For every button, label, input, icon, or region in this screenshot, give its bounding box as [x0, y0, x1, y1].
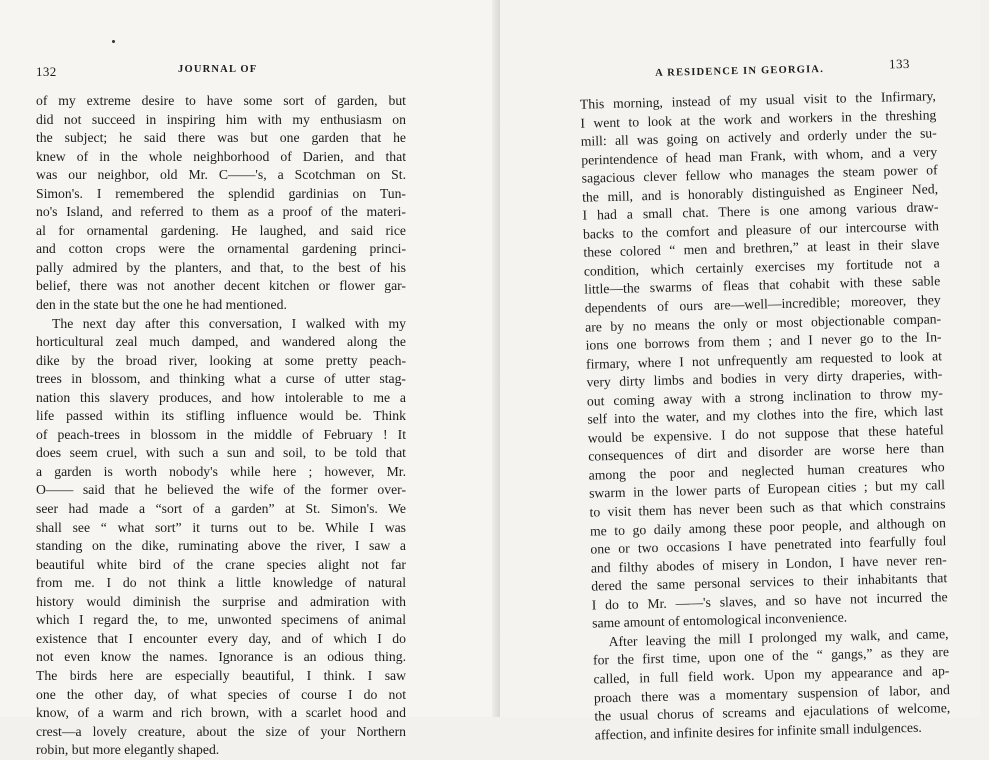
text-line: This morning, instead of my usual visit to the Infirmary,	[579, 88, 937, 112]
text-line: standing on the dike, ruminating above the river, I saw a	[36, 538, 406, 554]
text-line: little—the swarms of fleas that cohabit with these sable	[584, 273, 941, 298]
text-line: and filthy abodes of misery in London, I have never ren-	[590, 551, 947, 576]
text-line: for the first time, upon one of the “ gangs,” as they are	[592, 644, 950, 668]
text-line: den in the state but the one he had mentioned.	[36, 297, 287, 313]
text-line: swarm in the lower parts of European cities ; but my call	[588, 477, 946, 502]
text-line: proach there was a momentary suspension of labor, and	[593, 681, 950, 706]
text-line: pally admired by the planters, and that, to the best of his	[36, 259, 406, 275]
text-line: ions one borrows from them ; and I never go to the In-	[585, 329, 942, 353]
text-line: horticultural zeal much damped, and wandered along the	[36, 334, 406, 350]
text-line: backs to the comfort and pleasure of our intercourse with	[582, 218, 940, 242]
text-line: same amount of entomological inconvenience.	[591, 609, 848, 631]
text-line: nation this slavery produces, and how intolerable to me a	[36, 389, 406, 405]
text-line: of my extreme desire to have some sort of garden, but	[36, 93, 406, 108]
running-head: A RESIDENCE IN GEORGIA.	[655, 63, 825, 79]
text-line: no's Island, and referred to them as a proof of the materi-	[36, 204, 406, 220]
text-line: beautiful white bird of the crane species alight not far	[36, 556, 406, 572]
text-line: sagacious clever fellow who manages the steam power of	[581, 162, 938, 186]
text-line: and cotton crops were the ornamental gardening princi-	[36, 241, 406, 257]
text-line: was our neighbor, old Mr. C——'s, a Scotchman on St.	[36, 167, 406, 183]
text-line: the subject; he said there was but one garden that he	[36, 130, 406, 146]
text-line: not even know the names. Ignorance is an odious thing.	[36, 649, 406, 665]
text-line: al for ornamental gardening. He laughed, and said rice	[36, 222, 406, 238]
text-line: trees in blossom, and thinking what a curse of utter stag-	[36, 371, 406, 387]
page-number: 133	[888, 55, 910, 72]
text-line: one or two occasions I have penetrated into fearfully foul	[590, 533, 947, 557]
text-line: shall see “ what sort” it turns out to be. While I was	[36, 519, 406, 535]
text-line: firmary, where I not unfrequently am requested to look at	[585, 347, 943, 372]
text-line: mill: all was going on actively and orderly under the su-	[580, 125, 937, 149]
text-line: to visit them has never been such as that which constrains	[589, 496, 946, 520]
text-line: out coming away with a strong inclination to throw my-	[586, 384, 943, 409]
text-line: The next day after this conversation, I walked with my	[52, 315, 406, 331]
text-line: these colored “ men and brethren,” at least in their slave	[583, 236, 940, 261]
text-line: did not succeed in inspiring him with my enthusiasm on	[36, 111, 406, 127]
text-line: which I regard the, to me, unwonted specimens of animal	[36, 612, 406, 628]
text-line: the mill, and is honorably distinguished as Engineer Ned,	[581, 181, 939, 205]
right-page	[500, 0, 980, 743]
text-line: seer had made a “sort of a garden” at St. Simon's. We	[36, 501, 406, 517]
body-text	[36, 92, 406, 760]
text-line: existence that I encounter every day, and of which I do	[36, 630, 406, 646]
text-line: I went to look at the work and workers in the threshing	[580, 106, 937, 131]
text-line: dike by the broad river, looking at some pretty peach-	[36, 352, 406, 368]
text-line: dependents of ours are—well—incredible; moreover, they	[584, 292, 941, 316]
text-line: condition, which certainly exercises my fortitude not a	[583, 255, 940, 279]
text-line: perintendence of head man Frank, with whom, and a very	[581, 143, 938, 168]
text-line: among the poor and neglected human creatures who	[588, 459, 945, 483]
text-line: After leaving the mill I prolonged my walk, and came,	[608, 626, 949, 650]
text-line: of peach-trees in blossom in the middle of February ! It	[36, 426, 406, 442]
text-line: me to go daily among these poor people, and although on	[589, 514, 947, 539]
text-line: from me. I do not think a little knowledge of natural	[36, 575, 406, 591]
text-line: dered the same personal services to their inhabitants that	[591, 570, 948, 594]
text-line: I had a small chat. There is one among various draw-	[582, 199, 939, 223]
text-line: self into the water, and my clothes into the fire, which last	[587, 403, 944, 427]
text-line: a garden is worth nobody's while here ; however, Mr.	[36, 463, 406, 479]
text-line: Simon's. I remembered the splendid gardinias on Tun-	[36, 185, 406, 201]
text-line: one the other day, of what species of course I do not	[36, 686, 406, 702]
text-line: The birds here are especially beautiful, I think. I saw	[36, 667, 406, 683]
text-line: called, in full field work. Upon my appearance and ap-	[593, 663, 950, 687]
text-line: history would diminish the surprise and admiration with	[36, 593, 406, 609]
text-line: crest—a lovely creature, about the size of your Northern	[36, 723, 406, 739]
text-line: know, of a warm and rich brown, with a scarlet hood and	[36, 705, 406, 721]
text-line: consequences of dirt and disorder are worse here than	[588, 440, 945, 464]
running-head: JOURNAL OF	[178, 64, 258, 75]
right-page-content	[492, 0, 989, 743]
ink-speck	[112, 40, 115, 43]
text-line: affection, and infinite desires for infinite small indulgences.	[594, 719, 922, 743]
text-line: would be expensive. I do not suppose that these hateful	[587, 422, 944, 446]
text-line: belief, there was not another decent kitchen or flower gar-	[36, 278, 406, 294]
text-line: knew of in the whole neighborhood of Darien, and that	[36, 148, 406, 164]
text-line: are by no means the only or most objectionable compan-	[584, 310, 942, 335]
text-line: I do to Mr. ——'s slaves, and so have not incurred the	[591, 588, 948, 613]
text-line: robin, but more elegantly shaped.	[36, 742, 220, 758]
text-line: the usual chorus of screams and ejaculations of welcome,	[594, 700, 951, 724]
text-line: life passed within its stifling influence would be. Think	[36, 408, 406, 424]
body-text	[580, 87, 951, 744]
text-line: very dirty limbs and bodies in very dirty draperies, with-	[586, 366, 943, 390]
page-number: 132	[36, 64, 57, 79]
text-line: O—— said that he believed the wife of the former over-	[36, 482, 406, 498]
text-line: does seem cruel, with such a sun and soil, to be told that	[36, 445, 406, 461]
